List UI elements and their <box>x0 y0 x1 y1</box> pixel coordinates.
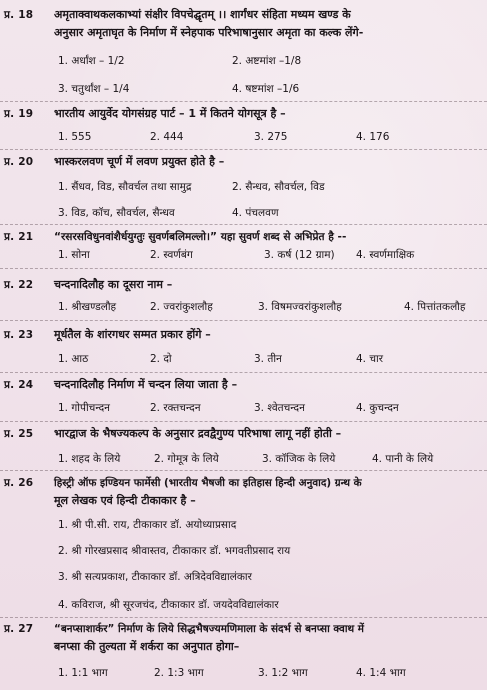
options-20 <box>54 180 484 200</box>
divider <box>0 101 487 102</box>
option-3: 3. 1:2 भाग <box>258 667 308 679</box>
divider <box>0 320 487 321</box>
question-line: “बनप्साशार्कर” निर्माण के लिये सिद्धभैषज्यमणिमाला के संदर्भ से बनप्सा क्वाथ में <box>54 623 364 635</box>
option-2: 2. 444 <box>150 131 184 143</box>
divider <box>0 268 487 269</box>
question-line: हिस्ट्री ऑफ इण्डियन फार्मेसी (भारतीय भैषजी का इतिहास हिन्दी अनुवाद) ग्रन्थ के <box>54 477 362 489</box>
option-1: 1. गोपीचन्दन <box>58 402 110 414</box>
divider <box>0 372 487 373</box>
question-line: मूर्धतैल के शांरगधर सम्मत प्रकार होंगे – <box>54 328 211 341</box>
options-24 <box>54 401 484 421</box>
option-1: 1. 555 <box>58 131 92 143</box>
option-2: 2. श्री गोरखप्रसाद श्रीवास्तव, टीकाकार डॉ. भगवतीप्रसाद राय <box>58 545 291 557</box>
question-line: भारतीय आयुर्वेद योगसंग्रह पार्ट – 1 में कितने योगसूत्र है – <box>54 107 286 120</box>
question-line: बनप्सा की तुल्यता में शर्करा का अनुपात होगा– <box>54 640 240 653</box>
question-text <box>54 105 482 123</box>
options-23 <box>54 352 484 372</box>
option-1: 1. सैंधव, विड, सौवर्चल तथा सामुद्र <box>58 181 192 193</box>
option-1: 1. सोना <box>58 249 90 261</box>
question-number: प्र. 19 <box>4 108 34 120</box>
options-20b <box>54 206 484 226</box>
divider <box>0 617 487 618</box>
option-3: 3. तीन <box>254 353 282 365</box>
question-text <box>54 153 482 171</box>
option-4: 4. स्वर्णमाक्षिक <box>356 249 415 261</box>
question-text <box>54 620 482 656</box>
option-4: 4. कुचन्दन <box>356 402 399 414</box>
option-3: 3. श्वेतचन्दन <box>254 402 305 414</box>
options-25 <box>54 452 484 472</box>
options-19 <box>54 131 484 151</box>
option-3: 3. श्री सत्यप्रकाश, टीकाकार डॉ. अत्रिदेवविद्यालंकार <box>58 571 252 583</box>
question-line: मूल लेखक एवं हिन्दी टीकाकार है – <box>54 494 196 507</box>
option-1: 1. आठ <box>58 353 89 365</box>
divider <box>0 149 487 150</box>
option-2: 2. दो <box>150 353 172 365</box>
question-number: प्र. 20 <box>4 156 34 168</box>
option-4: 4. पित्तांतकलौह <box>404 301 466 313</box>
option-2: 2. अष्टमांश –1/8 <box>232 55 302 67</box>
option-3: 3. विषमज्वरांकुशलौह <box>258 301 342 313</box>
question-text <box>54 376 482 394</box>
divider <box>0 470 487 471</box>
question-line: चन्दनादिलौह का दूसरा नाम – <box>54 278 173 291</box>
question-number: प्र. 27 <box>4 623 34 635</box>
option-1: 1. श्री पी.सी. राय, टीकाकार डॉ. अयोध्याप्रसाद <box>58 519 237 531</box>
question-line: चन्दनादिलौह निर्माण में चन्दन लिया जाता है – <box>54 378 238 391</box>
question-number: प्र. 23 <box>4 329 34 341</box>
question-text <box>54 474 482 510</box>
option-1: 1. 1:1 भाग <box>58 667 108 679</box>
question-text <box>54 326 482 344</box>
option-3: 3. कर्ष (12 ग्राम) <box>264 249 335 261</box>
divider <box>0 421 487 422</box>
question-line: अनुसार अमृताघृत के निर्माण में स्नेहपाक परिभाषानुसार अमृता का कल्क लेंगे- <box>54 26 364 39</box>
option-4: 4. षष्टमांश –1/6 <box>232 83 300 95</box>
option-3: 3. 275 <box>254 131 288 143</box>
options-27 <box>54 666 484 686</box>
option-4: 4. 176 <box>356 131 390 143</box>
divider <box>0 224 487 225</box>
question-number: प्र. 26 <box>4 477 34 489</box>
option-2: 2. सैन्धव, सौवर्चल, विड <box>232 181 325 193</box>
question-number: प्र. 24 <box>4 379 34 391</box>
option-1: 1. शहद के लिये <box>58 453 121 465</box>
options-21 <box>54 248 484 268</box>
options-18 <box>54 54 484 74</box>
option-3: 3. विड, कॉच, सौवर्चल, सैन्धव <box>58 207 175 219</box>
question-text <box>54 425 482 443</box>
option-2: 2. रक्तचन्दन <box>150 402 201 414</box>
question-line: भास्करलवण चूर्ण में लवण प्रयुक्त होते है – <box>54 155 225 168</box>
options-26 <box>54 518 484 611</box>
option-3: 3. कॉजिक के लिये <box>262 453 336 465</box>
option-4: 4. 1:4 भाग <box>356 667 406 679</box>
option-3: 3. चतुर्थांश – 1/4 <box>58 83 130 95</box>
question-number: प्र. 18 <box>4 9 34 21</box>
question-text <box>54 6 482 42</box>
option-1: 1. श्रीखण्डलौह <box>58 301 117 313</box>
option-4: 4. कविराज, श्री सूरजचंद, टीकाकार डॉ. जयदेवविद्यालंकार <box>58 599 279 611</box>
question-number: प्र. 22 <box>4 279 34 291</box>
question-line: “रसरसविधुनवांशैर्धयुग्तुः सुवर्णबलिमल्लो।” यहा सुवर्ण शब्द से अभिप्रेत है -- <box>54 231 347 243</box>
question-text <box>54 276 482 294</box>
question-number: प्र. 21 <box>4 231 34 243</box>
question-line: भारद्वाज के भैषज्यकल्प के अनुसार द्रवद्वैगुण्य परिभाषा लागू नहीं होती – <box>54 427 342 440</box>
question-text <box>54 228 482 246</box>
question-number: प्र. 25 <box>4 428 34 440</box>
option-2: 2. ज्वरांकुशलौह <box>150 301 213 313</box>
option-4: 4. पानी के लिये <box>372 453 434 465</box>
option-4: 4. पंचलवण <box>232 207 279 219</box>
option-2: 2. गोमूत्र के लिये <box>154 453 219 465</box>
option-2: 2. 1:3 भाग <box>154 667 204 679</box>
options-22 <box>54 300 484 320</box>
options-18b <box>54 82 484 102</box>
option-4: 4. चार <box>356 353 384 365</box>
option-2: 2. स्वर्णबंग <box>150 249 193 261</box>
option-1: 1. अर्धांश – 1/2 <box>58 55 125 67</box>
question-line: अमृताक्वाथकलकाभ्यां संक्षीर विपचेद्घृतम् ।। शार्गंधर संहिता मध्यम खण्ड के <box>54 8 351 21</box>
